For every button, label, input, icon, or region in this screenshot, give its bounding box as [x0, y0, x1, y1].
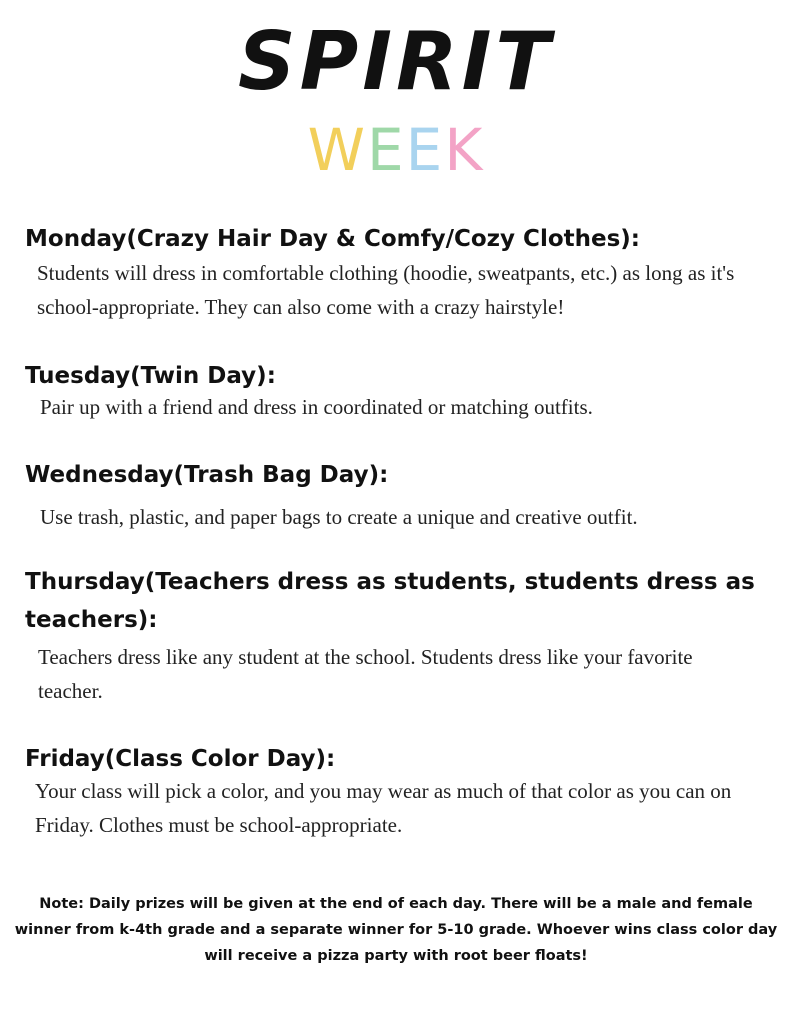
title-week-letter-e1: E — [367, 116, 406, 184]
title-week — [0, 118, 792, 182]
title-spirit: SPIRIT — [238, 15, 554, 108]
tuesday-heading: Tuesday(Twin Day): — [25, 363, 276, 389]
prize-note: Note: Daily prizes will be given at the end of each day. There will be a male and female winner from k-4th grade and a separate winner for 5-10 grade. Whoever wins class color day will receive a pizza party with root beer floats! — [14, 896, 778, 964]
friday-heading: Friday(Class Color Day): — [25, 746, 336, 772]
title-week-letter-k: K — [444, 116, 485, 184]
wednesday-description: Use trash, plastic, and paper bags to create a unique and creative outfit. — [40, 505, 638, 529]
wednesday-heading: Wednesday(Trash Bag Day): — [25, 462, 389, 488]
title-week-letter-w: W — [307, 116, 367, 184]
monday-description: Students will dress in comfortable clothing (hoodie, sweatpants, etc.) as long as it's school-appropriate. They can also come with a crazy hairstyle! — [37, 261, 735, 319]
thursday-description: Teachers dress like any student at the school. Students dress like your favorite teacher. — [38, 645, 693, 703]
title-week-letter-e2: E — [405, 116, 445, 184]
tuesday-description: Pair up with a friend and dress in coordinated or matching outfits. — [40, 395, 593, 419]
thursday-heading: Thursday(Teachers dress as students, students dress as teachers): — [25, 569, 755, 633]
friday-description: Your class will pick a color, and you may wear as much of that color as you can on Friday. Clothes must be school-appropriate. — [35, 779, 732, 837]
monday-heading: Monday(Crazy Hair Day & Comfy/Cozy Clothes): — [25, 226, 640, 252]
